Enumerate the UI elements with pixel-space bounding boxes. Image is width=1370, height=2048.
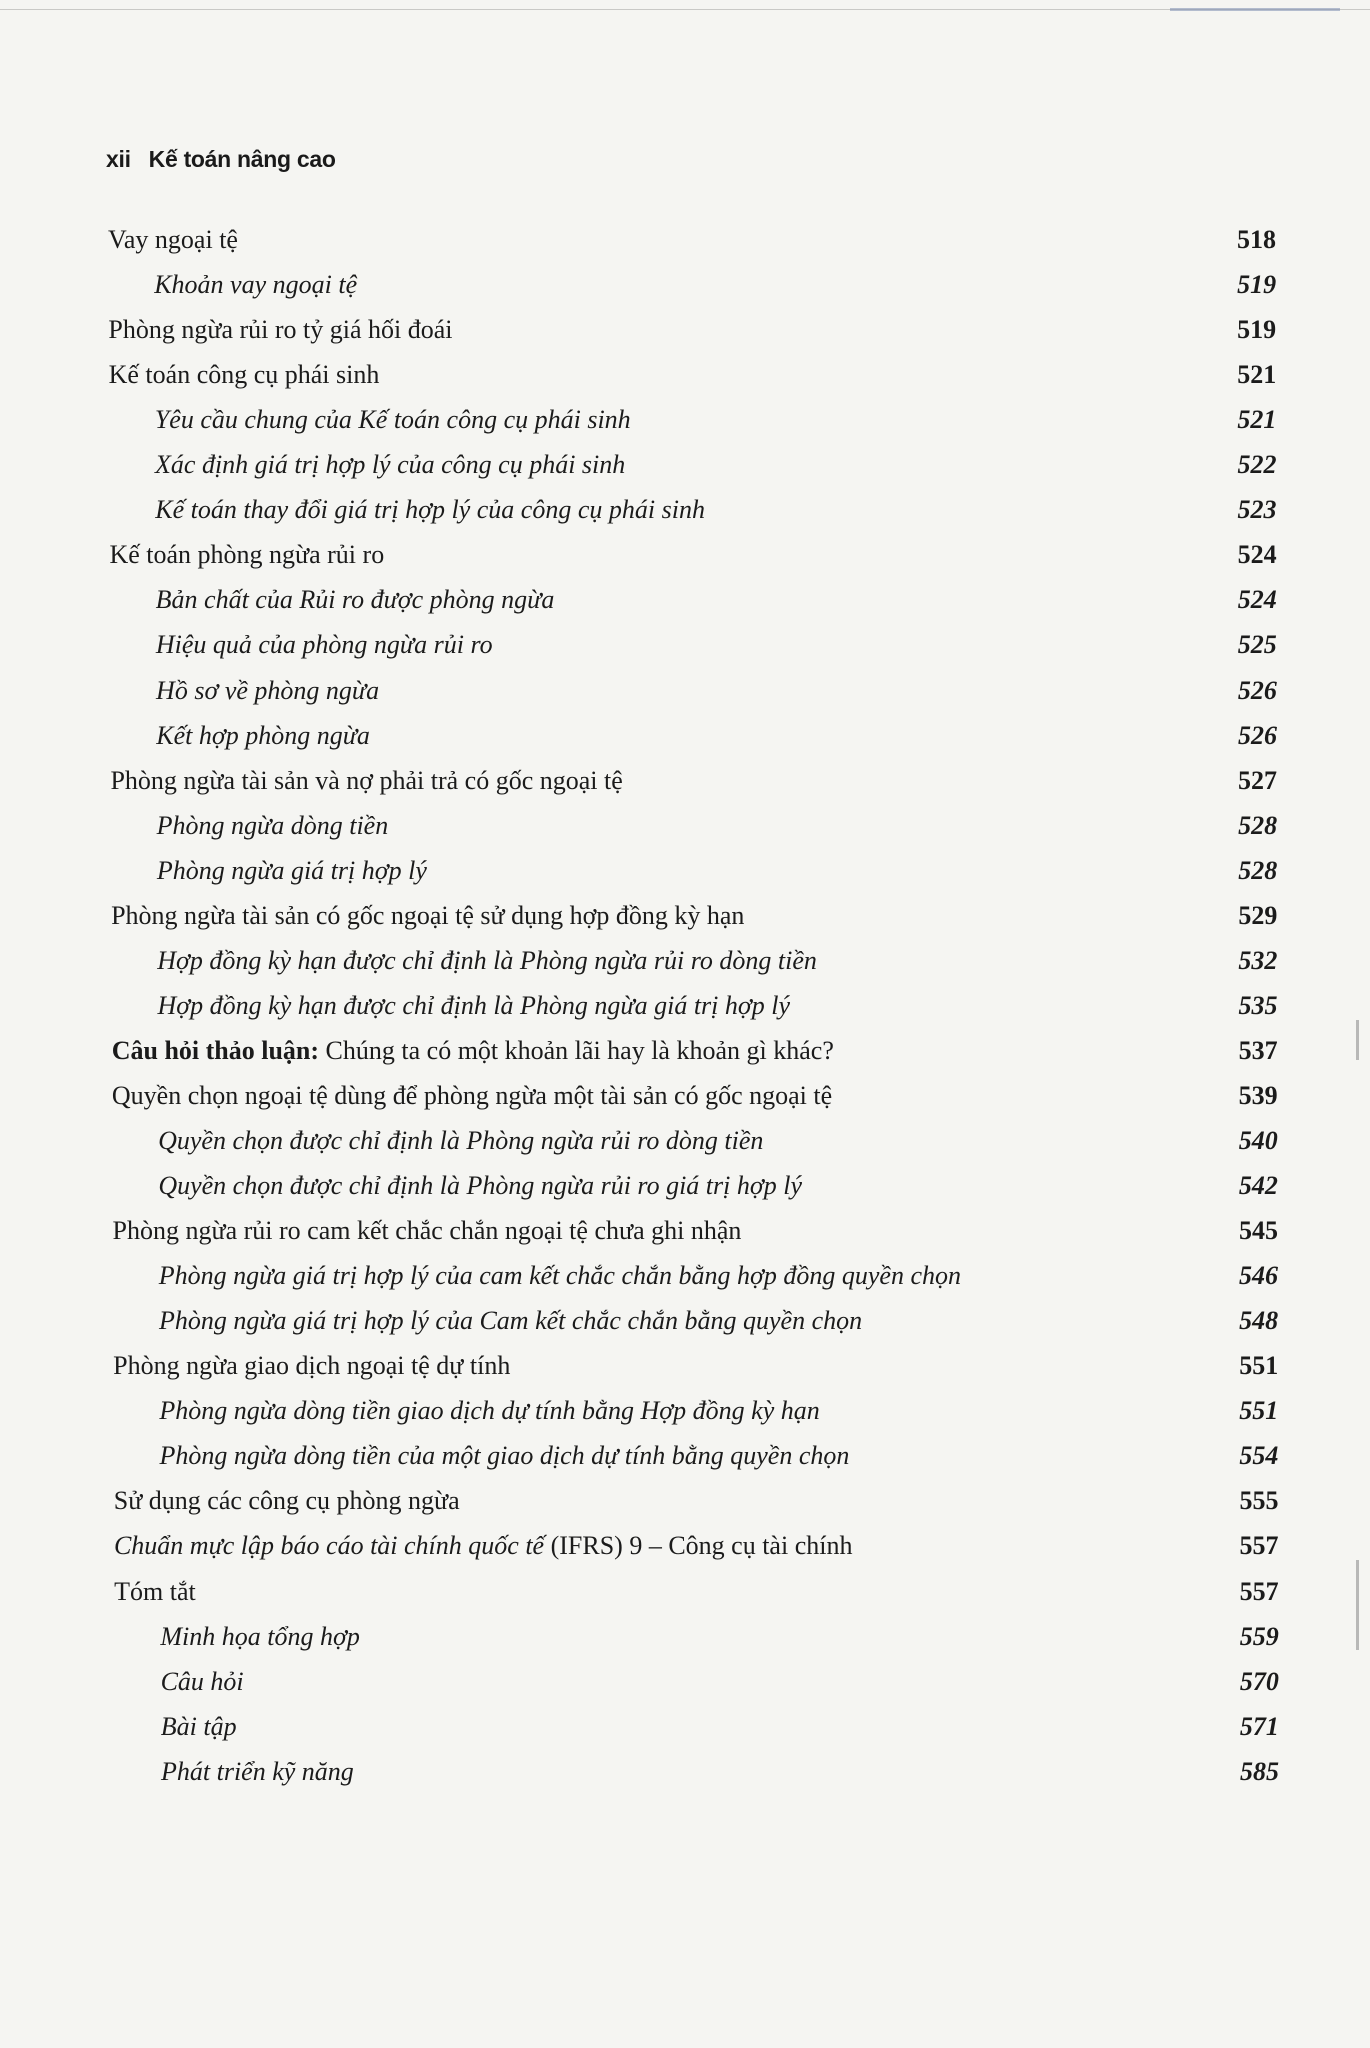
- toc-entry-page-number: 519: [1237, 315, 1277, 345]
- toc-entry-title-text: Quyền chọn được chỉ định là Phòng ngừa rủi ro giá trị hợp lý: [158, 1171, 803, 1201]
- toc-entry-title: [108, 222, 238, 258]
- toc-subentry: [0, 1438, 1278, 1474]
- toc-entry-title: [157, 808, 389, 844]
- toc-entry-title: [156, 673, 379, 709]
- toc-entry-title-text: Phòng ngừa tài sản và nợ phải trả có gốc ngoại tệ: [110, 765, 623, 795]
- toc-entry-page-number: 555: [1239, 1486, 1279, 1516]
- toc-entry-title: [160, 1619, 359, 1655]
- toc-entry-title-text: Bài tập: [160, 1711, 237, 1741]
- toc-entry-title-text: Minh họa tổng hợp: [160, 1621, 360, 1651]
- toc-entry-title-text: Quyền chọn được chỉ định là Phòng ngừa rủi ro dòng tiền: [158, 1126, 764, 1155]
- toc-entry-title: [155, 492, 705, 528]
- toc-entry-title-text: Xác định giá trị hợp lý của công cụ phái sinh: [155, 450, 626, 480]
- toc-entry-title: [112, 1078, 832, 1114]
- toc-entry: [0, 1033, 1278, 1069]
- header-book-title: Kế toán nâng cao: [148, 146, 336, 172]
- toc-entry-page-number: 559: [1239, 1621, 1279, 1651]
- toc-entry-title: [156, 627, 493, 663]
- toc-entry-title-italic: Chuẩn mực lập báo cáo tài chính quốc tế: [113, 1531, 545, 1561]
- toc-entry: [0, 1574, 1279, 1610]
- toc-entry-page-number: 570: [1239, 1666, 1279, 1696]
- toc-subentry: [0, 267, 1276, 303]
- toc-entry-page-number: 537: [1238, 1035, 1278, 1065]
- header-page-number: xii: [106, 146, 131, 172]
- toc-entry-title: [154, 267, 357, 303]
- toc-entry-title-text: Hồ sơ về phòng ngừa: [156, 675, 380, 705]
- toc-subentry: [0, 447, 1276, 483]
- toc-entry-title-text: Hợp đồng kỳ hạn được chỉ định là Phòng ngừa rủi ro dòng tiền: [157, 945, 817, 975]
- toc-entry-title: [157, 943, 817, 979]
- toc-entry-title-text: (IFRS) 9 – Công cụ tài chính: [544, 1531, 853, 1561]
- toc-entry: [0, 1213, 1278, 1249]
- toc-subentry: [0, 1619, 1279, 1655]
- toc-entry-title-text: Phát triển kỹ năng: [161, 1756, 354, 1786]
- toc-entry-title-text: Vay ngoại tệ: [108, 225, 238, 254]
- toc-entry-page-number: 524: [1237, 540, 1277, 570]
- toc-entry: [0, 357, 1276, 393]
- toc-entry-title-text: Phòng ngừa tài sản có gốc ngoại tệ sử dụng hợp đồng kỳ hạn: [111, 900, 745, 930]
- toc-entry: [0, 537, 1277, 573]
- toc-entry-page-number: 519: [1237, 270, 1277, 300]
- toc-entry: [0, 1528, 1279, 1564]
- toc-entry-page-number: 521: [1237, 360, 1277, 390]
- toc-subentry: [0, 943, 1277, 979]
- toc-subentry: [0, 1664, 1279, 1700]
- toc-entry-page-number: 542: [1238, 1171, 1278, 1201]
- toc-entry-title-text: Phòng ngừa rủi ro cam kết chắc chắn ngoại tệ chưa ghi nhận: [112, 1216, 742, 1246]
- toc-subentry: [0, 1168, 1278, 1204]
- toc-subentry: [0, 1709, 1279, 1745]
- toc-subentry: [0, 988, 1278, 1024]
- page-edge-mark: [1356, 1560, 1359, 1650]
- toc-subentry: [0, 402, 1276, 438]
- toc-entry-title-text: Khoản vay ngoại tệ: [154, 270, 358, 300]
- toc-subentry: [0, 582, 1277, 618]
- toc-entry: [0, 763, 1277, 799]
- toc-entry-title: [113, 1213, 742, 1249]
- toc-entry-title: [114, 1528, 853, 1564]
- toc-entry-title: [109, 357, 380, 393]
- toc-entry-title: [158, 1123, 763, 1159]
- toc-subentry: [0, 808, 1277, 844]
- toc-entry-title-text: Bản chất của Rủi ro được phòng ngừa: [155, 585, 555, 615]
- toc-entry-page-number: 524: [1237, 585, 1277, 615]
- toc-entry-page-number: 523: [1237, 495, 1277, 525]
- toc-entry-title-text: Kế toán phòng ngừa rủi ro: [109, 540, 385, 570]
- toc-entry-title: [159, 1393, 819, 1429]
- toc-entry-page-number: 522: [1237, 450, 1277, 480]
- toc-entry-title: [157, 853, 427, 889]
- toc-entry-page-number: 525: [1237, 630, 1277, 660]
- toc-entry-title: [161, 1664, 244, 1700]
- toc-subentry: [0, 492, 1277, 528]
- toc-entry-page-number: 528: [1238, 810, 1278, 840]
- toc-entry-title: [113, 1348, 510, 1384]
- toc-entry-page-number: 529: [1238, 900, 1278, 930]
- toc-entry-title-text: Phòng ngừa rủi ro tỷ giá hối đoái: [108, 315, 453, 345]
- toc-entry-title-text: Kế toán công cụ phái sinh: [108, 360, 380, 390]
- toc-entry: [0, 898, 1277, 934]
- toc-entry-page-number: 546: [1239, 1261, 1279, 1291]
- toc-entry: [0, 312, 1276, 348]
- toc-entry-page-number: 545: [1238, 1216, 1278, 1246]
- toc-entry-title: [158, 1168, 802, 1204]
- toc-entry-title: [159, 1258, 961, 1294]
- toc-entry-title-text: Yêu cầu chung của Kế toán công cụ phái sinh: [154, 405, 631, 435]
- toc-entry-title: [112, 1033, 834, 1069]
- toc-subentry: [0, 1303, 1278, 1339]
- toc-subentry: [0, 853, 1277, 889]
- toc-subentry: [0, 627, 1277, 663]
- toc-subentry: [0, 1393, 1278, 1429]
- toc-entry-title-text: Hợp đồng kỳ hạn được chỉ định là Phòng ngừa giá trị hợp lý: [157, 990, 791, 1020]
- toc-subentry: [0, 718, 1277, 754]
- toc-subentry: [0, 1258, 1278, 1294]
- toc-entry-title: [155, 447, 625, 483]
- toc-entry: [0, 1078, 1278, 1114]
- toc-entry-title: [109, 537, 384, 573]
- toc-entry-title-text: Phòng ngừa dòng tiền giao dịch dự tính bằng Hợp đồng kỳ hạn: [159, 1396, 820, 1426]
- toc-entry-title-text: Hiệu quả của phòng ngừa rủi ro: [155, 630, 493, 660]
- toc-entry-page-number: 571: [1239, 1711, 1279, 1741]
- toc-entry-page-number: 557: [1239, 1531, 1279, 1561]
- toc-entry-title: [160, 1438, 850, 1474]
- toc-entry-page-number: 527: [1238, 765, 1278, 795]
- toc-entry-page-number: 526: [1237, 675, 1277, 705]
- toc-entry-title-text: Phòng ngừa dòng tiền: [156, 810, 389, 840]
- toc-entry-page-number: 535: [1238, 990, 1278, 1020]
- toc-entry-title-text: Chúng ta có một khoản lãi hay là khoản gì khác?: [319, 1035, 834, 1065]
- toc-entry-title-text: Phòng ngừa giá trị hợp lý của Cam kết chắc chắn bằng quyền chọn: [158, 1306, 863, 1336]
- toc-entry-title: [111, 898, 744, 934]
- toc-entry-title: [161, 1709, 237, 1745]
- toc-entry-page-number: 585: [1240, 1756, 1279, 1786]
- toc-entry-title-text: Tóm tắt: [114, 1576, 196, 1606]
- toc-entry-title-text: Phòng ngừa giá trị hợp lý: [156, 855, 427, 885]
- toc-entry-page-number: 551: [1239, 1351, 1279, 1381]
- toc-entry-page-number: 557: [1239, 1576, 1279, 1606]
- toc-entry-title: [159, 1303, 862, 1339]
- toc-entry-title-text: Phòng ngừa giá trị hợp lý của cam kết chắc chắn bằng hợp đồng quyền chọn: [158, 1261, 962, 1291]
- toc-entry-page-number: 548: [1239, 1306, 1279, 1336]
- toc-entry-page-number: 539: [1238, 1080, 1278, 1110]
- toc-entry-title: [156, 582, 555, 618]
- toc-entry-page-number: 554: [1239, 1441, 1279, 1471]
- toc-entry-title-text: Quyền chọn ngoại tệ dùng để phòng ngừa một tài sản có gốc ngoại tệ: [111, 1080, 833, 1110]
- toc-entry-title: [114, 1483, 460, 1519]
- toc-entry: [0, 1348, 1278, 1384]
- toc-entry-title-text: Phòng ngừa dòng tiền của một giao dịch dự tính bằng quyền chọn: [159, 1441, 850, 1471]
- page-edge-mark: [1356, 1020, 1359, 1060]
- toc-entry: [0, 222, 1276, 258]
- toc-entry-page-number: 521: [1237, 405, 1277, 435]
- toc-entry-title: [155, 402, 631, 438]
- toc-entry-title: [158, 988, 791, 1024]
- toc-entry-title-text: Kết hợp phòng ngừa: [156, 720, 370, 750]
- toc-subentry: [0, 1123, 1278, 1159]
- toc-entry-page-number: 528: [1238, 855, 1278, 885]
- toc-entry-page-number: 532: [1238, 945, 1278, 975]
- toc-entry-title: [156, 718, 370, 754]
- toc-subentry: [0, 673, 1277, 709]
- toc-entry-title: [110, 763, 622, 799]
- toc-entry-title-text: Phòng ngừa giao dịch ngoại tệ dự tính: [113, 1351, 511, 1381]
- toc-entry-page-number: 518: [1237, 225, 1276, 254]
- toc-subentry: [0, 1754, 1279, 1790]
- toc-entry-page-number: 526: [1237, 720, 1277, 750]
- toc-entry-title-text: Kế toán thay đổi giá trị hợp lý của công cụ phái sinh: [155, 495, 705, 525]
- toc-entry-title-text: Sử dụng các công cụ phòng ngừa: [113, 1486, 460, 1516]
- toc-entry-title: [108, 312, 452, 348]
- toc-entry-page-number: 551: [1239, 1396, 1279, 1426]
- toc-entry: [0, 1483, 1278, 1519]
- toc-entry-page-number: 540: [1238, 1126, 1278, 1155]
- toc-entry-title-text: Câu hỏi: [160, 1666, 244, 1696]
- toc-entry-title-bold: Câu hỏi thảo luận:: [111, 1035, 320, 1065]
- toc-entry-title: [114, 1574, 196, 1610]
- toc-entry-title: [161, 1754, 354, 1790]
